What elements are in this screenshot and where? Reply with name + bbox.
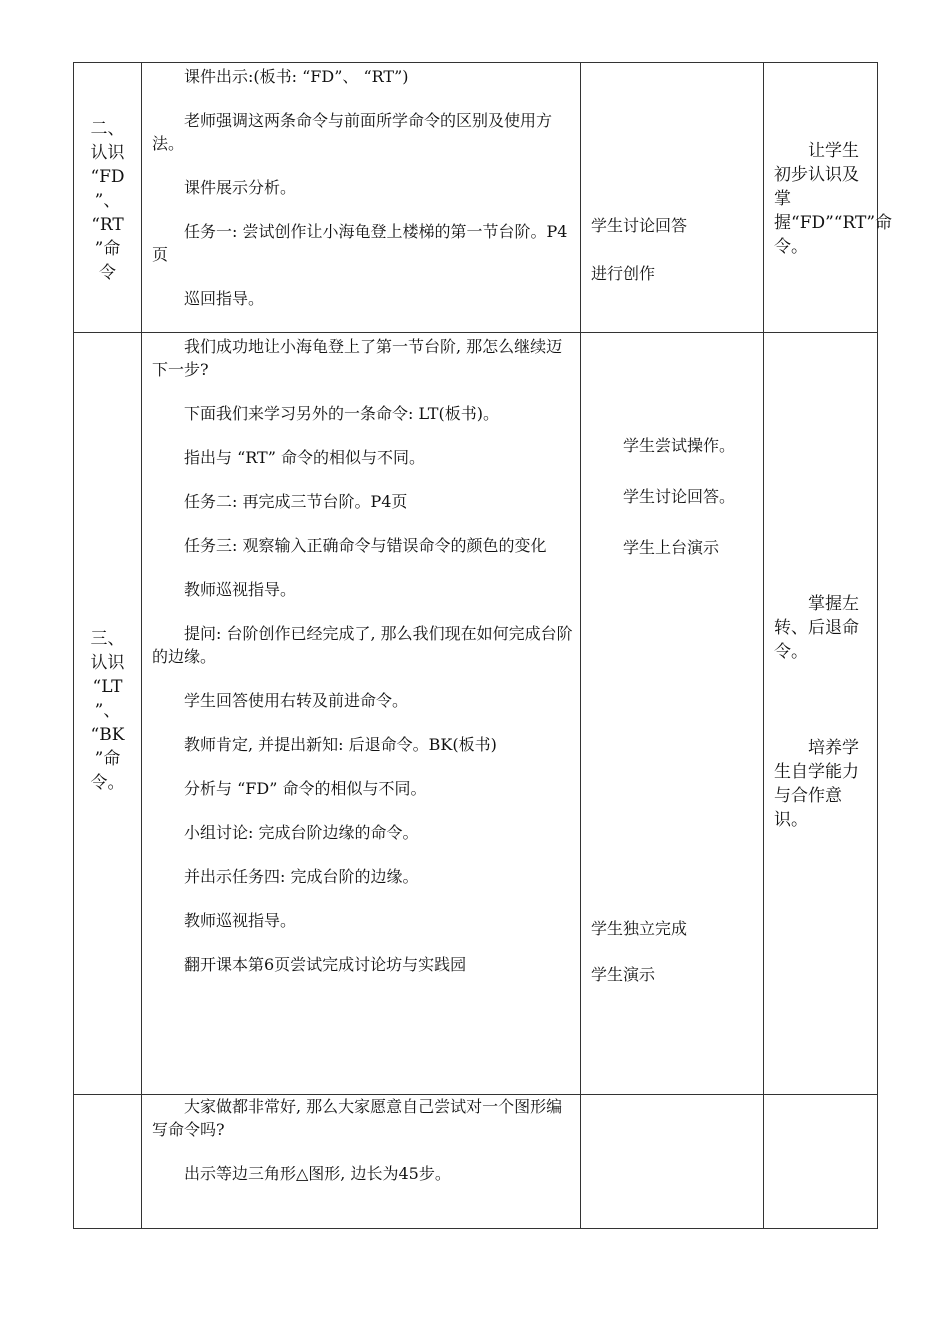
process-text: 小组讨论: 完成台阶边缘的命令。 (184, 823, 419, 842)
process-text: 出示等边三角形△图形, 边长为45步。 (184, 1164, 451, 1183)
process-text: 分析与 “FD” 命令的相似与不同。 (184, 779, 427, 798)
intent-text: 培养学生自学能力与合作意识。 (774, 738, 859, 830)
stage-line: ”、 (94, 701, 121, 721)
process-text: 任务二: 再完成三节台阶。P4页 (184, 492, 408, 511)
design-intent-cell (764, 63, 893, 333)
process-text: 我们成功地让小海龟登上了第一节台阶, 那怎么继续迈下一步? (152, 337, 563, 379)
process-text: 教师肯定, 并提出新知: 后退命令。BK(板书) (184, 735, 497, 754)
student-activity-cell (581, 333, 764, 1095)
process-text: 并出示任务四: 完成台阶的边缘。 (184, 867, 419, 886)
stage-line: “LT (92, 677, 123, 697)
student-text: 学生讨论回答 (591, 216, 688, 235)
stage-line: 认识 (90, 143, 125, 163)
student-text: 学生尝试操作。 (623, 436, 736, 455)
stage-line: 认识 (90, 653, 125, 673)
table-row (74, 333, 878, 1095)
process-text: 巡回指导。 (184, 289, 265, 308)
table-row (74, 1095, 878, 1229)
stage-line: ”命 (94, 239, 121, 259)
process-text: 课件展示分析。 (184, 178, 297, 197)
process-cell (142, 1095, 581, 1229)
process-text: 下面我们来学习另外的一条命令: LT(板书)。 (184, 404, 499, 423)
student-activity-cell (581, 63, 764, 333)
stage-cell (74, 333, 142, 1095)
process-cell (142, 333, 581, 1095)
process-text: 翻开课本第6页尝试完成讨论坊与实践园 (184, 955, 467, 974)
stage-cell (74, 1095, 142, 1229)
design-intent-cell (764, 333, 878, 1095)
process-cell (142, 63, 581, 333)
intent-text: 掌握左转、后退命令。 (774, 594, 859, 662)
stage-line: 三、 (90, 629, 125, 649)
student-text: 学生上台演示 (623, 538, 720, 557)
process-text: 指出与 “RT” 命令的相似与不同。 (184, 448, 425, 467)
lesson-plan-table (73, 62, 893, 1229)
process-text: 教师巡视指导。 (184, 580, 297, 599)
stage-cell (74, 63, 142, 333)
process-text: 任务一: 尝试创作让小海龟登上楼梯的第一节台阶。P4页 (152, 222, 568, 264)
stage-line: “RT (91, 215, 124, 235)
process-text: 提问: 台阶创作已经完成了, 那么我们现在如何完成台阶的边缘。 (152, 624, 573, 666)
stage-line: “FD (90, 167, 125, 187)
stage-line: “BK (90, 725, 125, 745)
stage-line: 二、 (90, 119, 125, 139)
process-text: 教师巡视指导。 (184, 911, 297, 930)
process-text: 任务三: 观察输入正确命令与错误命令的颜色的变化 (184, 536, 547, 555)
process-text: 大家做都非常好, 那么大家愿意自己尝试对一个图形编写命令吗? (152, 1097, 563, 1139)
stage-line: 令 (99, 263, 116, 283)
process-text: 课件出示:(板书: “FD”、 “RT”) (184, 67, 409, 86)
stage-line: ”命 (94, 749, 121, 769)
student-text: 学生演示 (591, 965, 656, 984)
student-text: 进行创作 (591, 264, 656, 283)
student-text: 学生讨论回答。 (623, 487, 736, 506)
stage-line: 令。 (90, 773, 125, 793)
design-intent-cell (764, 1095, 878, 1229)
stage-line: ”、 (94, 191, 121, 211)
process-text: 老师强调这两条命令与前面所学命令的区别及使用方法。 (152, 111, 553, 153)
table-row (74, 63, 878, 333)
student-text: 学生独立完成 (591, 919, 688, 938)
student-activity-cell (581, 1095, 764, 1229)
intent-text: 让学生初步认识及掌握“FD”“RT”命令。 (774, 141, 893, 257)
process-text: 学生回答使用右转及前进命令。 (184, 691, 409, 710)
